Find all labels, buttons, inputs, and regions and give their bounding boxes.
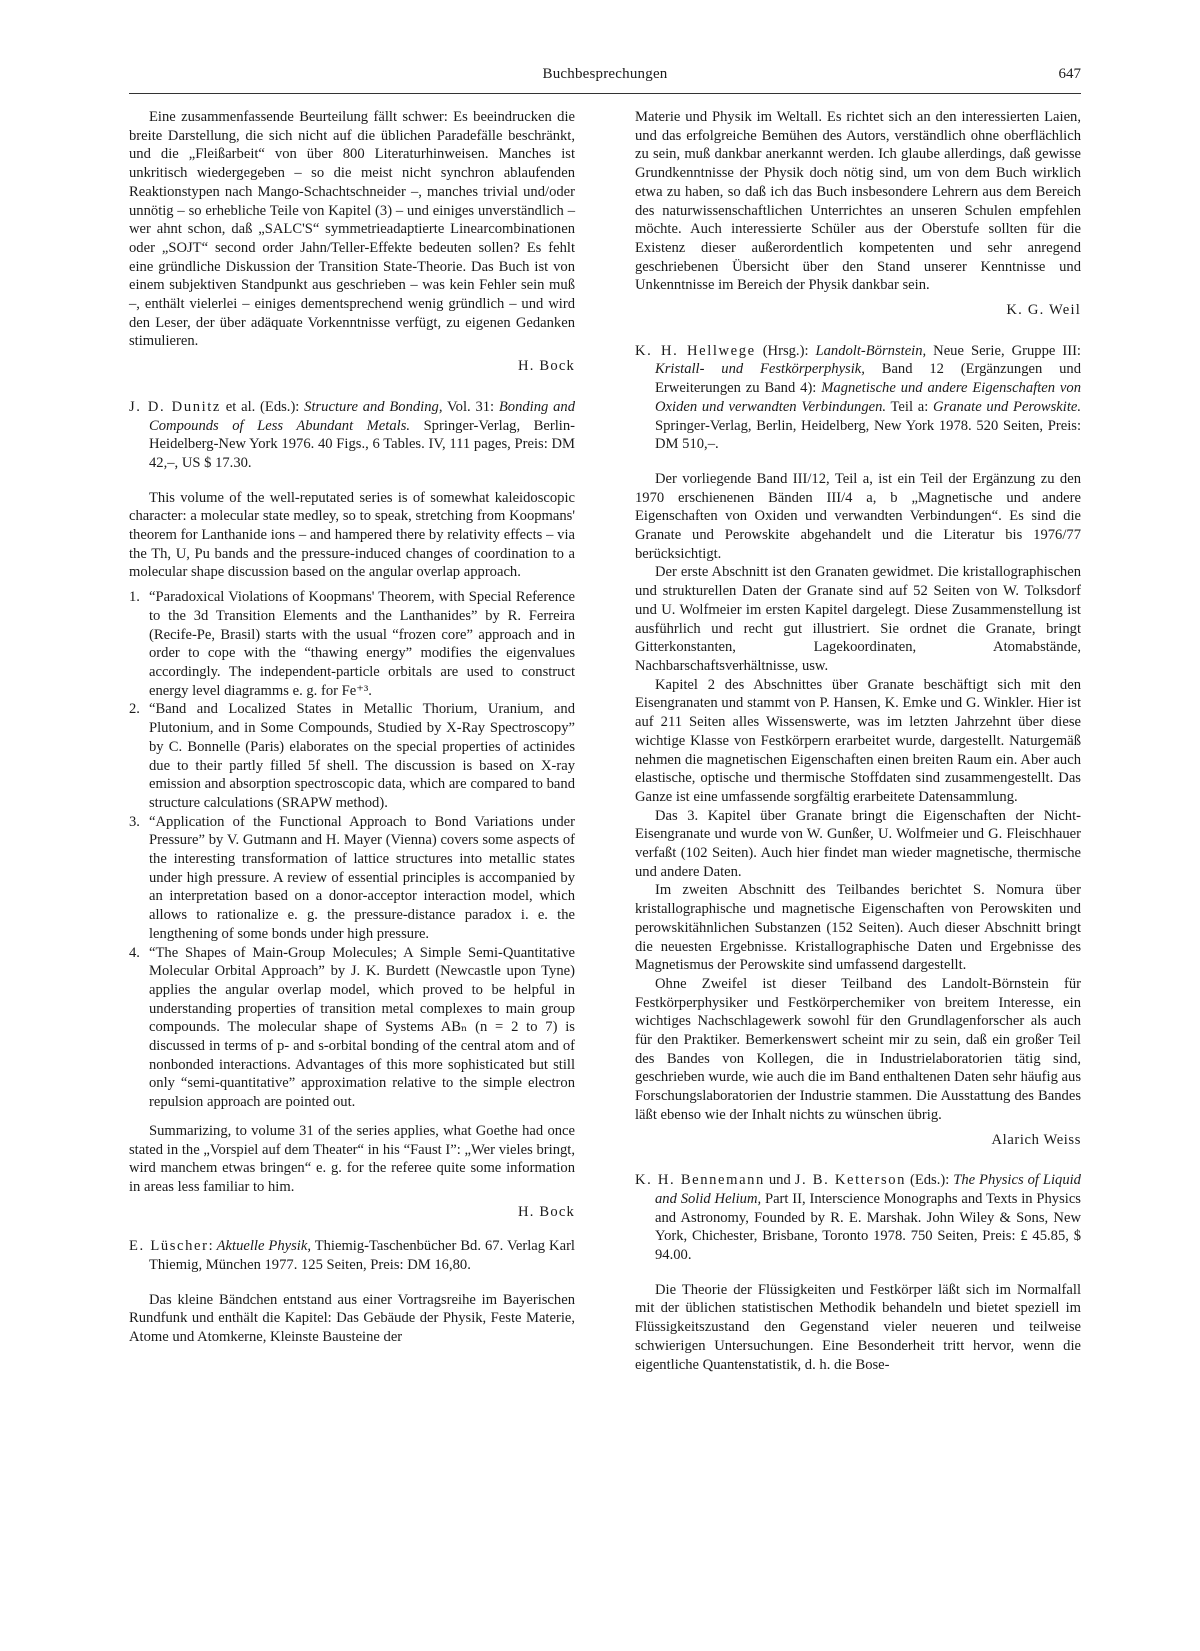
ref-series: Neue Serie, Gruppe III: xyxy=(926,342,1081,359)
ref-author: J. D. Dunitz xyxy=(129,398,221,415)
review-paragraph: Die Theorie der Flüssigkeiten und Festkörper läßt sich im Normalfall mit der üblichen statistischen Methodik behandeln und bietet speziell im Flüssigkeitszustand den Gegenstand vieler neueren und teilweise schwierigen Untersuchungen. Eine Besonderheit tritt hervor, wenn die eigentliche Quantenstatistik, d. h. die Bose- xyxy=(635,1281,1081,1373)
ref-author: K. H. Hellwege xyxy=(635,342,756,359)
list-number: 3. xyxy=(129,813,140,830)
right-column xyxy=(635,108,1081,1374)
list-text: “Band and Localized States in Metallic Thorium, Uranium, and Plutonium, and in Some Compounds, Studied by X-Ray Spectroscopy” by C. Bonnelle (Paris) elaborates on the special properties of actinides due to their partly filled 5f shell. The discussion is based on X-ray emission and absorption spectroscopic data, which are compared to band structure calculations (SRAPW method). xyxy=(149,701,575,811)
book-reference xyxy=(129,1237,575,1274)
list-text: “The Shapes of Main-Group Molecules; A Simple Semi-Quantitative Molecular Orbital Approach” by J. K. Burdett (Newcastle upon Tyne) applies the angular overlap model, which proved to be helpful in understanding properties of transition metal complexes to main group compounds. The molecular shape of Systems ABₙ (n = 2 to 7) is discussed in terms of p- and s-orbital bonding of the central atom and of nonbonded interactions. Advantages of this more sophisticated but still only “semi-quantitative” approximation relative to the simple electron repulsion approach are pointed out. xyxy=(149,944,575,1111)
review-paragraph: Im zweiten Abschnitt des Teilbandes berichtet S. Nomura über kristallographische und magnetische Eigenschaften von Perowskiten und perowskitähnlichen Substanzen (152 Seiten). Auch dieser Abschnitt bringt die neuesten Ergebnisse. Kristallographische Daten und Ergebnisse des Magnetismus der Perowskite sind umfassend dargestellt. xyxy=(635,882,1081,974)
ref-author: K. H. Bennemann xyxy=(635,1172,765,1189)
review-paragraph: Materie und Physik im Weltall. Es richtet sich an den interessierten Laien, und das erfolgreiche Bemühen des Autors, verständlich ohne oberflächlich zu sein, muß dankbar anerkannt werden. Ich glaube allerdings, daß gewisse Grundkenntnisse der Physik doch nötig sind, um von dem Buch wirklich etwa zu haben, so daß ich das Buch insbesondere Lehrern aus dem Bereich des naturwissenschaftlichen Unterrichtes an unseren Schulen empfehlen möchte. Auch interessierte Schüler aus der Oberstufe sollten für die Existenz dieser außerordentlich kompetenten und sehr anregend geschriebenen Übersicht über den Stand unserer Kenntnisse und Unkenntnisse im Bereich der Physik dankbar sein. xyxy=(635,109,1081,294)
page-number: 647 xyxy=(1058,66,1081,82)
review-paragraph: Summarizing, to volume 31 of the series applies, what Goethe had once stated in the „Vorspiel auf dem Theater“ in his “Faust I”: „Wer vieles bringt, wird manchem etwas bringen“ e. g. for the referee quite some information in areas less familiar to him. xyxy=(129,1122,575,1195)
review-paragraph: Eine zusammenfassende Beurteilung fällt schwer: Es beeindrucken die breite Darstellung, die sich nicht auf die üblichen Paradefälle beschränkt, und die „Fleißarbeit“ von über 800 Literaturhinweisen. Manches ist unkritisch wiedergegeben – so die meist nicht synchron ablaufenden Reaktionstypen nach Mango-Schachtschneider –, manches trivial und/oder unnötig – so erhebliche Teile von Kapitel (3) – und einiges unverständlich – wer ahnt schon, daß „SALC'S“ symmetrieadaptierte Linearcombinationen oder „SOJT“ second order Jahn/Teller-Effekte bedeuten sollen? Es fehlt eine gründliche Diskussion der Transition State-Theorie. Das Buch ist von einem subjektiven Standpunkt aus geschrieben – was kein Fehler sein muß –, enthält vielerlei – einiges dementsprechend wenig gründlich – und wird den Leser, der über adäquate Vorkenntnisse verfügt, zu eigenen Gedanken stimulieren. xyxy=(129,109,575,350)
book-reference xyxy=(129,398,575,473)
review-paragraph: Ohne Zweifel ist dieser Teilband des Landolt-Börnstein für Festkörperphysiker und Festkörperchemiker von breitem Interesse, ein wichtiges Nachschlagewerk sowohl für den Grundlagenforscher als auch für den Praktiker. Bemerkenswert scheint mir zu sein, daß ein großer Teil des Bandes von Kollegen, die in Industrielaboratorien tätig sind, geschrieben wurde, wie auch die im Band enthaltenen Daten sehr häufig aus Forschungslaboratorien der Industrie stammen. Die Ausstattung des Bandes läßt ebenso wie der Inhalt nichts zu wünschen übrig. xyxy=(635,975,1081,1123)
ref-publisher: Springer-Verlag, Berlin, Heidelberg, New York 1978. 520 Seiten, Preis: DM 510,–. xyxy=(655,417,1081,453)
list-text: “Paradoxical Violations of Koopmans' Theorem, with Special Reference to the 3d Transition Elements and the Lanthanides” by R. Ferreira (Recife-Pe, Brasil) starts with the usual “frozen core” approach and in order to cope with the “thawing energy” modifies the eigenvalues accordingly. The independent-particle orbitals are used to construct energy level diagramms e. g. for Fe⁺³. xyxy=(149,589,575,699)
list-number: 1. xyxy=(129,589,140,606)
left-column xyxy=(129,108,575,1347)
ref-title: Landolt-Börnstein, xyxy=(815,342,927,359)
header-rule xyxy=(129,93,1081,94)
ref-and: und xyxy=(764,1172,795,1189)
list-item xyxy=(129,700,575,812)
list-text: “Application of the Functional Approach to Bond Variations under Pressure” by V. Gutmann and H. Mayer (Vienna) covers some aspects of the interesting transformation of lattice structures into metallic states under high pressure. A review of essential principles is accompanied by an interpretation based on a donor-acceptor interaction model, which allows to rationalize e. g. the pressure-distance paradox i. e. the lengthening of some bonds under high pressure. xyxy=(149,813,575,942)
reviewer-signature: Alarich Weiss xyxy=(991,1131,1081,1148)
ref-author: E. Lüscher xyxy=(129,1238,209,1255)
review-paragraph: This volume of the well-reputated series is of somewhat kaleidoscopic character: a molecular state medley, so to speak, stretching from Koopmans' theorem for Lanthanide ions – and hampered there by relativity effects – via the Th, U, Pu bands and the pressure-induced changes of coordination to a molecular shape discussion based on the angular overlap approach. xyxy=(129,489,575,581)
review-paragraph: Das 3. Kapitel über Granate bringt die Eigenschaften der Nicht-Eisengranate und wurde von W. Gunßer, U. Wolfmeier und G. Fleischhauer verfaßt (102 Seiten). Auch hier findet man wieder magnetische, thermische und andere Daten. xyxy=(635,807,1081,880)
list-item xyxy=(129,813,575,944)
list-number: 4. xyxy=(129,944,140,961)
ref-subtitle: Bonding and Compounds of Less Abundant Metals. xyxy=(149,398,575,434)
ref-subtitle: Kristall- und Festkörperphysik, xyxy=(655,361,865,378)
book-reference xyxy=(635,1171,1081,1265)
review-paragraph: Das kleine Bändchen entstand aus einer Vortragsreihe im Bayerischen Rundfunk und enthält die Kapitel: Das Gebäude der Physik, Feste Materie, Atome und Atomkerne, Kleinste Bausteine der xyxy=(129,1291,575,1346)
section-title: Buchbesprechungen xyxy=(542,66,668,82)
chapter-list xyxy=(129,588,575,1112)
running-head xyxy=(129,66,1081,88)
ref-etal: et al. (Eds.): xyxy=(221,398,305,415)
ref-title: Aktuelle Physik, xyxy=(216,1238,311,1255)
reviewer-signature: K. G. Weil xyxy=(1006,302,1081,319)
ref-editor-note: (Hrsg.): xyxy=(755,342,816,359)
ref-title: Structure and Bonding, xyxy=(304,398,443,415)
review-paragraph: Kapitel 2 des Abschnittes über Granate beschäftigt sich mit den Eisengranaten und stammt von P. Hansen, K. Emke und G. Winkler. Hier ist auf 211 Seiten alles Wissenswerte, was im letzten Jahrzehnt über diese wichtige Klasse von Festkörpern erarbeitet wurde, dargestellt. Naturgemäß nehmen die magnetischen Eigenschaften einen breiten Raum ein. Aber auch elastische, optische und thermische Stoffdaten sind zusammengestellt. Das Ganze ist eine umfassende sorgfältig erarbeitete Datensammlung. xyxy=(635,676,1081,805)
ref-publisher: Thiemig-Taschenbücher Bd. 67. Verlag Karl Thiemig, München 1977. 125 Seiten, Preis: DM 16,80. xyxy=(149,1238,575,1274)
reviewer-signature: H. Bock xyxy=(517,358,575,375)
ref-separator: : xyxy=(208,1238,217,1255)
list-number: 2. xyxy=(129,701,140,718)
ref-band: Band 12 (Ergänzungen und Erweiterungen zu Band 4): xyxy=(655,361,1081,397)
ref-eds: (Eds.): xyxy=(906,1172,954,1189)
ref-publisher: Part II, Interscience Monographs and Texts in Physics and Astronomy, Founded by R. E. Marshak. John Wiley & Sons, New York, Chichester, Brisbane, Toronto 1978. 750 Seiten, Preis: £ 45.85, $ 94.00. xyxy=(655,1190,1081,1264)
review-paragraph: Der vorliegende Band III/12, Teil a, ist ein Teil der Ergänzung zu den 1970 erschienenen Bänden III/4 a, b „Magnetische und andere Eigenschaften von Oxiden und verwandten Verbindungen“. Es sind die Granate und Perowskite abgehandelt und die Literatur bis 1976/77 berücksichtigt. xyxy=(635,470,1081,562)
ref-author: J. B. Ketterson xyxy=(794,1172,907,1189)
review-paragraph: Der erste Abschnitt ist den Granaten gewidmet. Die kristallographischen und strukturellen Daten der Granate sind auf 52 Seiten von W. Tolksdorf und U. Wolfmeier im ersten Kapitel dargelegt. Diese Zusammenstellung ist ausführlich und recht gut illustriert. Sie ordnet die Granate, bringt Gitterkonstanten, Lagekoordinaten, Atomabstände, Nachbarschaftsverhältnisse, usw. xyxy=(635,564,1081,674)
ref-volume: Vol. 31: xyxy=(442,398,499,415)
reviewer-signature: H. Bock xyxy=(517,1203,575,1220)
ref-subtitle: Granate und Perowskite. xyxy=(933,398,1082,415)
ref-publisher: Springer-Verlag, Berlin-Heidelberg-New York 1976. 40 Figs., 6 Tables. IV, 111 pages, Preis: DM 42,–, US $ 17.30. xyxy=(149,417,575,471)
book-reference xyxy=(635,342,1081,454)
list-item xyxy=(129,588,575,700)
ref-part: Teil a: xyxy=(886,398,934,415)
list-item xyxy=(129,944,575,1112)
ref-subtitle: Magnetische und andere Eigenschaften von Oxiden und verwandten Verbindungen. xyxy=(655,380,1081,415)
ref-title: The Physics of Liquid and Solid Helium, xyxy=(655,1172,1081,1207)
